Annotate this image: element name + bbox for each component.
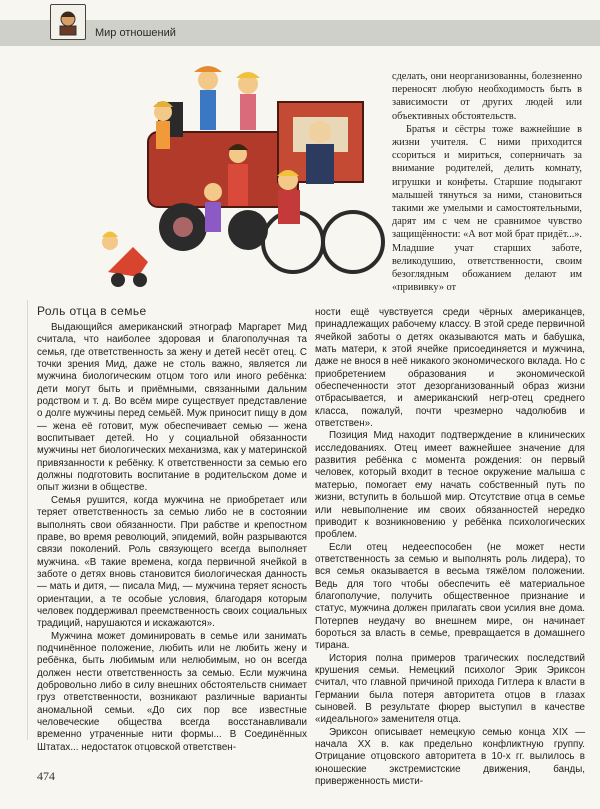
sidebar-text [392, 70, 582, 294]
page-number: 474 [37, 769, 55, 783]
article-paragraph: Выдающийся американский этнограф Маргарет Мид считала, что наиболее здоровая и благополучная та семья, где ответственность за жену и детей несёт отец. С точки зрения Мид, даже не столь важно, является ли мужчина биологическим отцом того или иного ребёнка: дети могут быть и приёмными, связанными дальним родством и т. д. Во всём мире существует представление о долге мужчины перед семьёй. Муж приносит пищу в дом — жена её готовит, муж обеспечивает семью — жена воспитывает детей. Но у социальной обязанности мужчины нет биологических механизма, как у материнской привязанности к ребёнку. К ответственности за семью его должны подготовить воспитание в родительском доме и опыт жизни в обществе. [37, 322, 307, 494]
article-paragraph: Если отец недееспособен (не может нести ответственность за семью и выполнять роль лидера), то вся семья оказывается в весьма тяжёлом положении. Ведь для того чтобы обеспечить её материальное благополучие, получить общественное признание и статус, мужчина должен прилагать свои усилия вне дома. Потерпев неудачу во внешнем мире, он начинает бороться за власть в семье, превращается в домашнего тирана. [315, 541, 585, 652]
article-paragraph: История полна примеров трагических последствий крушения семьи. Немецкий психолог Эрик Эриксон считал, что главной причиной прихода Гитлера к власти в Германии была потеря авторитета отцов в глазах сыновей. В результате фюрер выступил в качестве «идеального» заменителя отца. [315, 652, 585, 726]
article-column-left [37, 322, 307, 754]
article-title: Роль отца в семье [37, 304, 147, 318]
article-paragraph: Семья рушится, когда мужчина не приобретает или теряет ответственность за семью либо не в состоянии выполнять свои обязанности. При рабстве и крепостном праве, во время революций, эпидемий, войн разрываются связи поколений. Роль связующего всегда выполняет мужчина. «В такие времена, когда первичной ячейкой в заботе о детях вновь становится биологическая данность — мать и дитя, — писала Мид, — мужчина теряет ясность ориентации, а те особые условия, благодаря которым человек поддерживал преемственность своих социальных традиций, нарушаются и искажаются». [37, 494, 307, 630]
sidebar-paragraph: Братья и сёстры тоже важнейшие в жизни учителя. С ними приходится ссориться и мириться, соперничать за внимание родителей, делить комнату, игрушки и конфеты. Старшие подыгают малышей тянуться за ними, становиться такими же умелыми и самостоятельными, дарят им с чем не сравнимое чувство защищённости: «А вот мой брат придёт...». Младшие учат старших заботе, великодушию, ответственности, своим безоглядным обожанием делают им «прививку» от [392, 123, 582, 294]
header-bar [0, 20, 600, 46]
article-column-right [315, 307, 585, 788]
article-paragraph: Позиция Мид находит подтверждение в клинических исследованиях. Отец имеет важнейшее значение для развития ребёнка с момента рождения: он первый человек, который входит в тесное окружение малыша с матерью, помогает ему начать собственный путь по жизни, вступить в большой мир. Отсутствие отца в семье или невыполнение им своих обязанностей нередко приводит к возникновению у ребёнка психологических проблем. [315, 430, 585, 541]
section-title: Мир отношений [95, 27, 176, 39]
column-rule [27, 300, 28, 740]
article-paragraph: Эриксон описывает немецкую семью конца XIX — начала XX в. как предельно конфликтную группу. Отрицание отцовского авторитета в 10-х гг. вылилось в юношеские экстремистские движения, банды, приверженность мисти- [315, 726, 585, 788]
sidebar-paragraph: сделать, они неорганизованны, болезненно переносят любую необходимость быть в зависимости от других людей или объективных обстоятельств. [392, 71, 582, 122]
article-paragraph: Мужчина может доминировать в семье или занимать подчинённое положение, любить или не любить жену и ребёнка, быть любимым или нелюбимым, но он всегда должен нести ответственность за семью. Если мужчина добровольно либо в силу внешних обстоятельств снимает груз ответственности, возникают различные варианты аномальной семьи. «До сих пор все известные человеческие общества всегда восстанавливали временно утраченные нити формы... В Соединённых Штатах... недостаток отцовской ответствен- [37, 630, 307, 753]
book-logo [50, 4, 86, 40]
family-train-illustration [88, 62, 388, 297]
article-paragraph: ности ещё чувствуется среди чёрных американцев, принадлежащих рабочему классу. В этой среде первичной ячейкой заботы о детях оказываются мать и бабушка, мать матери, к этой ячейке присоединяется и мужчина, даже не внося в неё никакого экономического вклада. Но с приобретением образования и экономической обеспеченности этот дезорганизованный образ жизни отбрасывается, и американский негр-отец среднего класса, пожалуй, почти чрезмерно чадолюбив и ответствен». [315, 307, 585, 430]
